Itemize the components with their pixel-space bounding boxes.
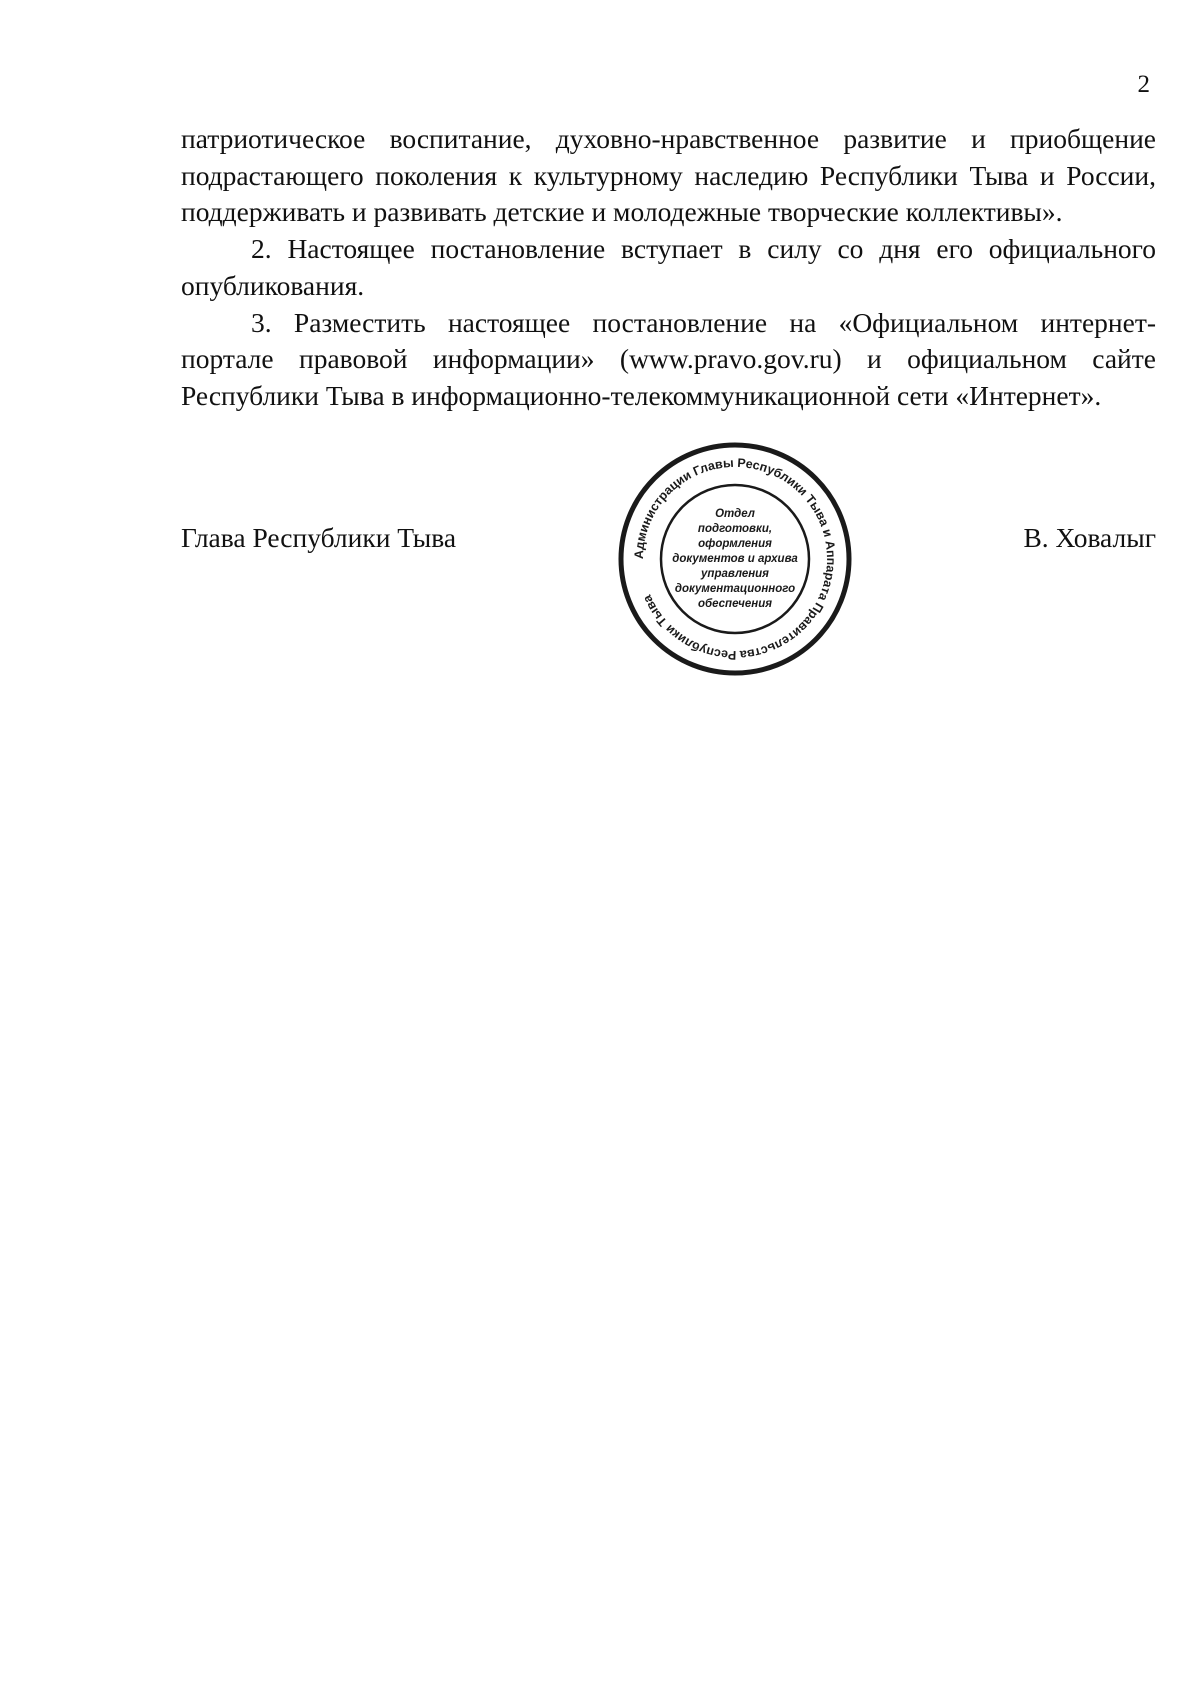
seal-center-text [672,508,798,610]
seal-center-line: документов и архива [672,553,798,565]
seal-center-line: оформления [698,538,772,550]
paragraph-continuation: патриотическое воспитание, духовно-нравственное развитие и приобщение подрастающего поколения к культурному наследию Республики Тыва и России, поддерживать и развивать детские и молодежные творческие коллективы». [181,123,1156,227]
official-seal [615,439,855,679]
seal-graphic [615,439,855,679]
seal-center-line: подготовки, [697,523,773,535]
signatory-title: Глава Республики Тыва [181,522,457,553]
seal-center-line: управления [701,568,769,580]
seal-center-line: Отдел [715,508,755,520]
seal-center-line: документационного [674,583,796,595]
seal-center-line: обеспечения [697,598,773,610]
document-body [181,121,1156,415]
page-number: 2 [1137,71,1150,98]
paragraph-item-3: 3. Разместить настоящее постановление на «Официальном интернет-портале правовой информации» (www.pravo.gov.ru) и официальном сайте Республики Тыва в информационно-телекоммуникационной сети «Интернет». [181,306,1156,411]
signatory-name: В. Ховалыг [1023,522,1156,553]
paragraph-item-2: 2. Настоящее постановление вступает в силу со дня его официального опубликования. [181,233,1156,301]
seal-ring-text: Администрации Главы Республики Тыва и Аппарата Правительства Республики Тыва [631,455,839,663]
